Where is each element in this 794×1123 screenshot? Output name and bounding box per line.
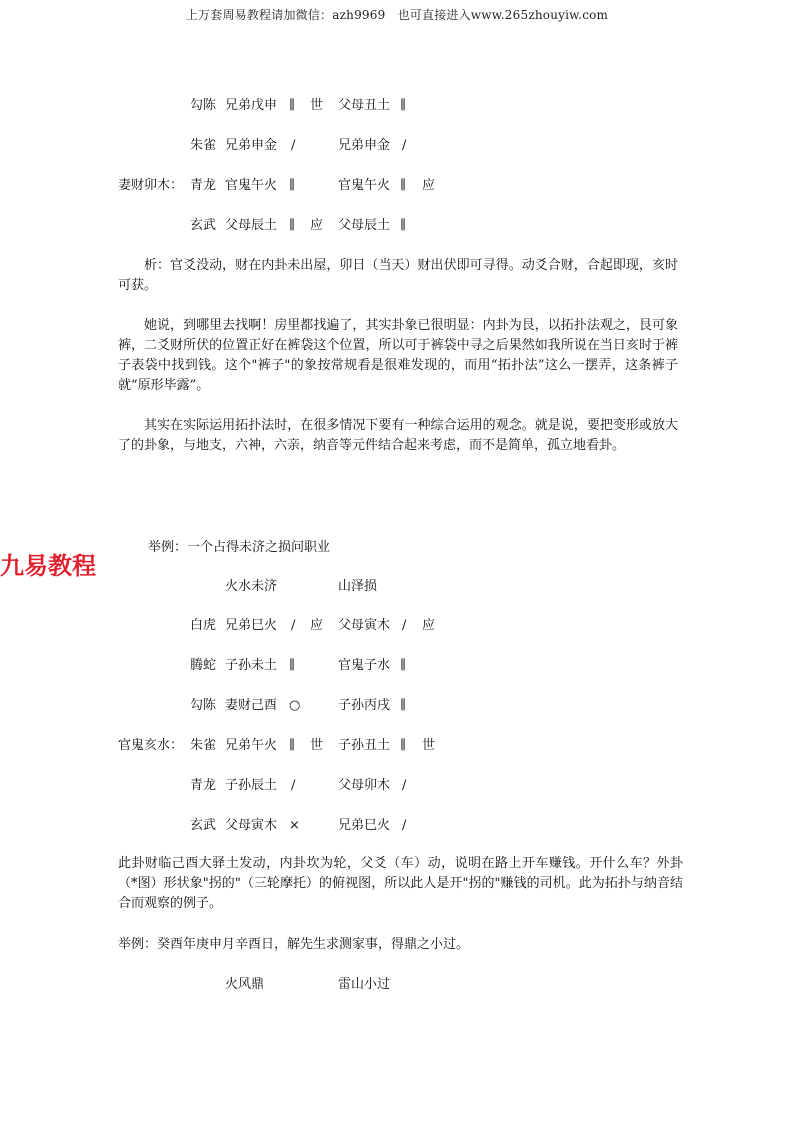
hexagram-name-original: 火风鼎 — [225, 977, 265, 992]
changed-line-symbol: / — [402, 618, 407, 633]
changed-line-label: 官鬼午火 — [338, 178, 391, 193]
example-1-title: 举例：一个占得未济之损问职业 — [148, 540, 331, 555]
changed-line-symbol: / — [402, 778, 407, 793]
shi-ying-marker: 应 — [422, 618, 436, 633]
liushen: 青龙 — [190, 778, 217, 793]
changed-line-label: 子孙丑土 — [338, 738, 391, 753]
line-label: 子孙未土 — [225, 658, 278, 673]
line-symbol: ∥ — [289, 98, 296, 113]
liushen: 勾陈 — [190, 98, 217, 113]
line-symbol: ∥ — [289, 658, 296, 673]
changed-line-symbol: ∥ — [400, 218, 407, 233]
changed-line-symbol: / — [402, 138, 407, 153]
changed-line-label: 父母寅木 — [338, 618, 391, 633]
liushen: 朱雀 — [190, 738, 217, 753]
line-label: 兄弟戊申 — [225, 98, 278, 113]
liushen: 玄武 — [190, 818, 217, 833]
shi-ying-marker: 应 — [310, 218, 324, 233]
line-label: 妻财己酉 — [225, 698, 278, 713]
changed-line-symbol: ∥ — [400, 658, 407, 673]
line-symbol: ∥ — [289, 738, 296, 753]
shi-ying-marker: 世 — [422, 738, 436, 753]
line-label: 父母寅木 — [225, 818, 278, 833]
liushen: 勾陈 — [190, 698, 217, 713]
liushen: 腾蛇 — [190, 658, 217, 673]
hexagram-name-original: 火水未济 — [225, 579, 278, 594]
changed-line-symbol: ∥ — [400, 738, 407, 753]
shi-ying-marker: 世 — [310, 738, 324, 753]
page-header: 上万套周易教程请加微信：azh9969 也可直接进入www.265zhouyiw.com — [185, 8, 609, 22]
line-label: 官鬼午火 — [225, 178, 278, 193]
line-label: 父母辰土 — [225, 218, 278, 233]
analysis-paragraph: 析：官爻没动，财在内卦未出屋，卯日（当天）财出伏即可寻得。动爻合财，合起即现，亥时可获。 — [118, 258, 678, 293]
liushen: 青龙 — [190, 178, 217, 193]
example-2-title: 举例：癸酉年庚申月辛酉日，解先生求测家事，得鼎之小过。 — [118, 937, 470, 952]
changed-line-label: 兄弟申金 — [338, 138, 391, 153]
shi-ying-marker: 应 — [422, 178, 436, 193]
changed-line-symbol: / — [402, 818, 407, 833]
changed-line-label: 官鬼子水 — [338, 658, 391, 673]
changed-line-label: 父母卯木 — [338, 778, 391, 793]
shi-ying-marker: 世 — [310, 98, 324, 113]
line-symbol: / — [291, 778, 296, 793]
body-paragraph-3: 其实在实际运用拓扑法时，在很多情况下要有一种综合运用的观念。就是说，要把变形或放大了的卦象，与地支，六神，六亲，纳音等元件结合起来考虑，而不是简单，孤立地看卦。 — [118, 418, 678, 453]
line-symbol: / — [291, 618, 296, 633]
line-label: 子孙辰土 — [225, 778, 278, 793]
watermark-logo: 九易教程 — [0, 552, 96, 580]
line-symbol: ○ — [289, 698, 301, 713]
hexagram-name-changed: 雷山小过 — [338, 977, 391, 992]
liushen: 玄武 — [190, 218, 217, 233]
changed-line-label: 父母丑土 — [338, 98, 391, 113]
line-label: 兄弟午火 — [225, 738, 278, 753]
liushen: 白虎 — [190, 618, 217, 633]
hexagram-name-changed: 山泽损 — [338, 579, 378, 594]
shi-ying-marker: 应 — [310, 618, 324, 633]
body-paragraph-2: 她说，到哪里去找啊！房里都找遍了，其实卦象已很明显：内卦为艮，以拓扑法观之，艮可象裤，二爻财所伏的位置正好在裤袋这个位置，所以可于裤袋中寻之后果然如我所说在当日亥时于裤子表袋中找到钱。这个"裤子"的象按常规看是很难发现的，而用“拓扑法”这么一摆弄，这条裤子就“原形毕露”。 — [118, 318, 678, 393]
changed-line-symbol: ∥ — [400, 98, 407, 113]
line-symbol: × — [289, 818, 300, 833]
changed-line-symbol: ∥ — [400, 178, 407, 193]
line-label: 兄弟巳火 — [225, 618, 278, 633]
liushen: 朱雀 — [190, 138, 217, 153]
changed-line-label: 兄弟巳火 — [338, 818, 391, 833]
line-label: 兄弟申金 — [225, 138, 278, 153]
hidden-line-prefix: 官鬼亥水： — [118, 738, 184, 753]
line-symbol: / — [291, 138, 296, 153]
changed-line-symbol: ∥ — [400, 698, 407, 713]
hidden-line-prefix: 妻财卯木： — [118, 178, 184, 193]
line-symbol: ∥ — [289, 218, 296, 233]
line-symbol: ∥ — [289, 178, 296, 193]
changed-line-label: 子孙丙戌 — [338, 698, 391, 713]
changed-line-label: 父母辰土 — [338, 218, 391, 233]
example-1-explanation: 此卦财临己酉大驿土发动，内卦坎为轮，父爻（车）动，说明在路上开车赚钱。开什么车？外卦（*图）形状象"拐的"（三轮摩托）的俯视图，所以此人是开"拐的"赚钱的司机。此为拓扑与纳音结合而观察的例子。 — [118, 856, 683, 911]
